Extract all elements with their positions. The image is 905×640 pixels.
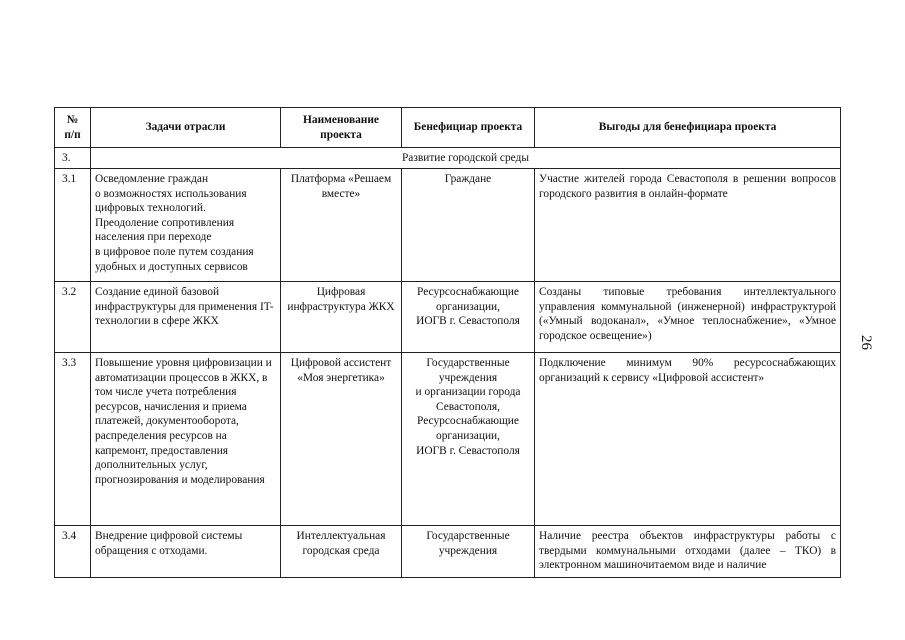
- row-beneficiary: Граждане: [402, 169, 535, 282]
- row-task: Создание единой базовой инфраструктуры для применения IT-технологии в сфере ЖКХ: [91, 282, 281, 353]
- row-number: 3.1: [55, 169, 91, 282]
- table-row: [55, 169, 841, 282]
- row-beneficiary: Государственные учреждения: [402, 526, 535, 578]
- row-benefit: Созданы типовые требования интеллектуального управления коммунальной (инженерной) инфраструктурой («Умный водоканал», «Умное теплоснабжение», «Умное городское освещение»): [535, 282, 841, 353]
- row-project-name: Интеллектуальная городская среда: [281, 526, 402, 578]
- row-project-name: Платформа «Решаем вместе»: [281, 169, 402, 282]
- row-project-name: Цифровая инфраструктура ЖКХ: [281, 282, 402, 353]
- row-task: Повышение уровня цифровизации и автоматизации процессов в ЖКХ, в том числе учета потребления ресурсов, начисления и приема платежей, документооборота, распределения ресурсов на капремонт, предоставления дополнительных услуг, прогнозирования и моделирования: [91, 353, 281, 526]
- header-num: № п/п: [55, 108, 91, 148]
- section-number: 3.: [55, 148, 91, 169]
- header-benefits: Выгоды для бенефициара проекта: [535, 108, 841, 148]
- row-number: 3.3: [55, 353, 91, 526]
- table-header-row: [55, 108, 841, 148]
- row-benefit: Наличие реестра объектов инфраструктуры работы с твердыми коммунальными отходами (далее – ТКО) в электронном машиночитаемом виде и наличие: [535, 526, 841, 578]
- row-beneficiary: Ресурсоснабжающие организации, ИОГВ г. Севастополя: [402, 282, 535, 353]
- section-title: Развитие городской среды: [91, 148, 841, 169]
- table-row: [55, 526, 841, 578]
- header-project-name: Наименование проекта: [281, 108, 402, 148]
- row-task: Осведомление граждан о возможностях использования цифровых технологий. Преодоление сопротивления населения при переходе в цифровое поле путем создания удобных и доступных сервисов: [91, 169, 281, 282]
- row-number: 3.4: [55, 526, 91, 578]
- row-beneficiary: Государственные учреждения и организации города Севастополя, Ресурсоснабжающие организации, ИОГВ г. Севастополя: [402, 353, 535, 526]
- projects-table: [54, 107, 841, 578]
- row-task: Внедрение цифровой системы обращения с отходами.: [91, 526, 281, 578]
- section-row: [55, 148, 841, 169]
- row-benefit: Подключение минимум 90% ресурсоснабжающих организаций к сервису «Цифровой ассистент»: [535, 353, 841, 526]
- row-project-name: Цифровой ассистент «Моя энергетика»: [281, 353, 402, 526]
- header-beneficiary: Бенефициар проекта: [402, 108, 535, 148]
- row-number: 3.2: [55, 282, 91, 353]
- header-tasks: Задачи отрасли: [91, 108, 281, 148]
- table-row: [55, 353, 841, 526]
- row-benefit: Участие жителей города Севастополя в решении вопросов городского развития в онлайн-формате: [535, 169, 841, 282]
- page-number: 26: [858, 335, 874, 350]
- table-row: [55, 282, 841, 353]
